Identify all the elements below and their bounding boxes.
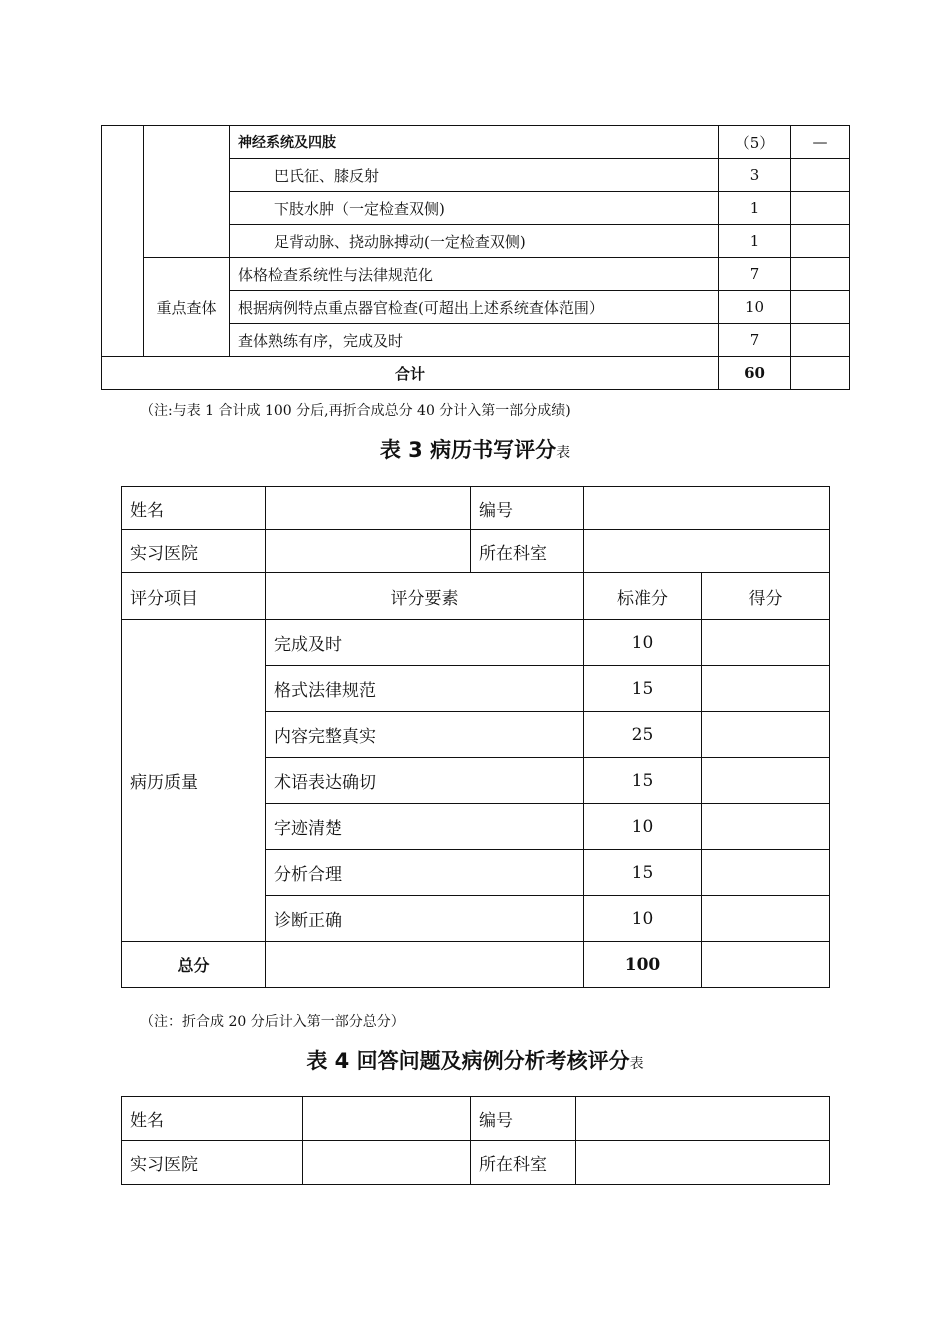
total-obtained-cell[interactable]: [791, 357, 850, 390]
standard-score: 15: [584, 666, 702, 712]
number-label: 编号: [471, 487, 584, 530]
total-row: [102, 357, 850, 390]
hospital-field[interactable]: [266, 530, 471, 573]
dept-label: 所在科室: [471, 530, 584, 573]
standard-score: 7: [719, 324, 791, 357]
info-row: [122, 1097, 830, 1141]
number-label: 编号: [471, 1097, 576, 1141]
item-label: 足背动脉、挠动脉搏动(一定检查双侧): [230, 225, 719, 258]
item-label: 神经系统及四肢: [230, 126, 719, 159]
item-label: 体格检查系统性与法律规范化: [230, 258, 719, 291]
column-header: 标准分: [584, 573, 702, 620]
table4-title-tail: 表: [629, 1056, 644, 1072]
dept-field[interactable]: [576, 1141, 830, 1185]
table3-title: [0, 434, 950, 464]
table-row: [122, 620, 830, 666]
physical-exam-score-table: [101, 125, 850, 390]
standard-score: 10: [584, 804, 702, 850]
standard-score: 3: [719, 159, 791, 192]
number-field[interactable]: [584, 487, 830, 530]
number-field[interactable]: [576, 1097, 830, 1141]
info-row: [122, 530, 830, 573]
element-label: 术语表达确切: [266, 758, 584, 804]
obtained-score-cell[interactable]: [702, 712, 830, 758]
table1-note: （注:与表 1 合计成 100 分后,再折合成总分 40 分计入第一部分成绩): [140, 403, 571, 419]
hospital-label: 实习医院: [122, 530, 266, 573]
total-blank-cell: [266, 942, 584, 988]
obtained-score-cell[interactable]: [791, 192, 850, 225]
item-label: 根据病例特点重点器官检查(可超出上述系统查体范围）: [230, 291, 719, 324]
category-label: 病历质量: [122, 620, 266, 942]
standard-score: 10: [584, 620, 702, 666]
obtained-score-cell[interactable]: [702, 666, 830, 712]
column-header: 评分项目: [122, 573, 266, 620]
element-label: 格式法律规范: [266, 666, 584, 712]
dept-label: 所在科室: [471, 1141, 576, 1185]
table3-title-main: 表 3 病历书写评分: [379, 438, 557, 462]
name-field[interactable]: [266, 487, 471, 530]
info-row: [122, 1141, 830, 1185]
standard-score: 10: [584, 896, 702, 942]
standard-score: 15: [584, 850, 702, 896]
column-header: 得分: [702, 573, 830, 620]
standard-score: 10: [719, 291, 791, 324]
obtained-score-cell[interactable]: [702, 620, 830, 666]
name-label: 姓名: [122, 487, 266, 530]
dept-field[interactable]: [584, 530, 830, 573]
column-header: 评分要素: [266, 573, 584, 620]
standard-score: 1: [719, 225, 791, 258]
standard-score: 25: [584, 712, 702, 758]
table-row: [102, 126, 850, 159]
element-label: 分析合理: [266, 850, 584, 896]
total-label: 总分: [122, 942, 266, 988]
blank-category-cell: [102, 126, 144, 357]
table3-note: （注：折合成 20 分后计入第一部分总分）: [140, 1014, 405, 1030]
medical-record-score-table: [121, 486, 830, 988]
obtained-score: —: [791, 126, 850, 159]
obtained-score-cell[interactable]: [791, 324, 850, 357]
hospital-label: 实习医院: [122, 1141, 303, 1185]
total-row: [122, 942, 830, 988]
obtained-score-cell[interactable]: [702, 850, 830, 896]
table3-title-tail: 表: [556, 445, 571, 461]
blank-subcategory-cell: [144, 126, 230, 258]
total-obtained-cell[interactable]: [702, 942, 830, 988]
item-label: 巴氏征、膝反射: [230, 159, 719, 192]
qa-case-analysis-score-table: [121, 1096, 830, 1185]
standard-score: 15: [584, 758, 702, 804]
obtained-score-cell[interactable]: [702, 896, 830, 942]
element-label: 完成及时: [266, 620, 584, 666]
standard-score: 1: [719, 192, 791, 225]
obtained-score-cell[interactable]: [791, 258, 850, 291]
hospital-field[interactable]: [303, 1141, 471, 1185]
element-label: 字迹清楚: [266, 804, 584, 850]
total-label: 合计: [102, 357, 719, 390]
name-field[interactable]: [303, 1097, 471, 1141]
total-score: 100: [584, 942, 702, 988]
standard-score: 7: [719, 258, 791, 291]
group-label: 重点查体: [144, 258, 230, 357]
total-score: 60: [719, 357, 791, 390]
table4-title-main: 表 4 回答问题及病例分析考核评分: [306, 1049, 630, 1073]
obtained-score-cell[interactable]: [791, 159, 850, 192]
table4-title: [0, 1045, 950, 1075]
item-label: 下肢水肿（一定检查双侧): [230, 192, 719, 225]
obtained-score-cell[interactable]: [702, 804, 830, 850]
obtained-score-cell[interactable]: [791, 225, 850, 258]
info-row: [122, 487, 830, 530]
name-label: 姓名: [122, 1097, 303, 1141]
table-row: [102, 258, 850, 291]
element-label: 诊断正确: [266, 896, 584, 942]
item-label: 查体熟练有序，完成及时: [230, 324, 719, 357]
standard-score: （5）: [719, 126, 791, 159]
header-row: [122, 573, 830, 620]
obtained-score-cell[interactable]: [702, 758, 830, 804]
obtained-score-cell[interactable]: [791, 291, 850, 324]
element-label: 内容完整真实: [266, 712, 584, 758]
